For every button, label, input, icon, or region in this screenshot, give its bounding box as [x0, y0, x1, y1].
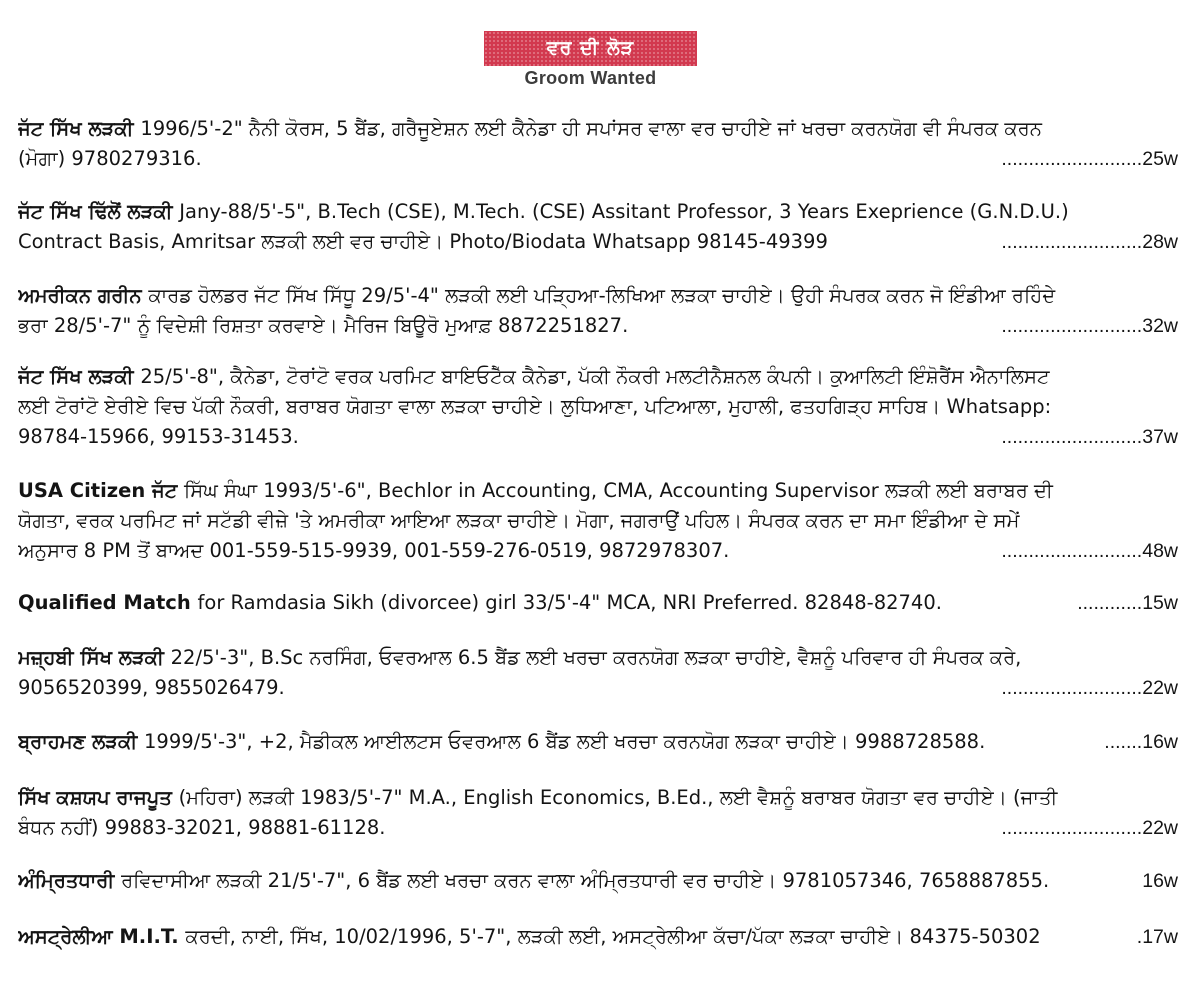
ad-text: ਭਰਾ 28/5'-7" ਨੂੰ ਵਿਦੇਸ਼ੀ ਰਿਸ਼ਤਾ ਕਰਵਾਏ। ਮੈਰਿਜ ਬਿਊਰੋ ਮੁਆਫ਼ 8872251827. — [18, 314, 629, 337]
ad-text: ਲਈ ਟੋਰਾਂਟੋ ਏਰੀਏ ਵਿਚ ਪੱਕੀ ਨੌਕਰੀ, ਬਰਾਬਰ ਯੋਗਤਾ ਵਾਲਾ ਲੜਕਾ ਚਾਹੀਏ। ਲੁਧਿਆਣਾ, ਪਟਿਆਲਾ, ਮੁਹਾਲੀ, ਫਤਹਗਿੜ੍ਹ ਸਾਹਿਬ। Whatsapp: — [18, 395, 1052, 418]
ad-line — [18, 673, 1178, 703]
ad-text: 22/5'-3", B.Sc ਨਰਸਿੰਗ, ਓਵਰਆਲ 6.5 ਬੈਂਡ ਲਈ ਖਰਚਾ ਕਰਨਯੋਗ ਲੜਕਾ ਚਾਹੀਏ, ਵੈਸ਼ਨੂੰ ਪਰਿਵਾਰ ਹੀ ਸੰਪਰਕ ਕਰੇ, — [170, 646, 1022, 669]
ad-price: ..........................22w — [1001, 677, 1178, 699]
ad-price: ..........................25w — [1001, 148, 1178, 170]
classified-ad — [18, 476, 1178, 566]
ad-price: ..........................37w — [1001, 426, 1178, 448]
classified-ad — [18, 197, 1178, 257]
ad-price: .......16w — [1104, 731, 1178, 753]
ad-line — [18, 281, 1178, 311]
ad-price: 16w — [1142, 870, 1178, 892]
ad-price: ..........................32w — [1001, 315, 1178, 337]
ad-price: .17w — [1136, 926, 1178, 948]
ad-heading: ਅਸਟ੍ਰੇਲੀਆ M.I.T. — [18, 925, 186, 948]
ad-heading: ਸਿੱਖ ਕਸ਼ਯਪ ਰਾਜਪੂਤ — [18, 786, 179, 809]
ad-line — [18, 922, 1178, 952]
ad-line — [18, 422, 1178, 452]
classified-ad — [18, 643, 1178, 703]
ad-heading: ਅਮਰੀਕਨ ਗਰੀਨ — [18, 284, 149, 307]
ad-line — [18, 197, 1178, 227]
ad-text: ਸਿੱਘ ਸੰਘਾ 1993/5'-6", Bechlor in Accounting, CMA, Accounting Supervisor ਲੜਕੀ ਲਈ ਬਰਾਬਰ ਦੀ — [184, 479, 1053, 502]
ad-line — [18, 144, 1178, 174]
ad-text: Contract Basis, Amritsar ਲੜਕੀ ਲਈ ਵਰ ਚਾਹੀਏ। Photo/Biodata Whatsapp 98145-49399 — [18, 230, 828, 253]
ad-line — [18, 783, 1178, 813]
ad-line — [18, 643, 1178, 673]
ad-line — [18, 536, 1178, 566]
ad-text: ਯੋਗਤਾ, ਵਰਕ ਪਰਮਿਟ ਜਾਂ ਸਟੱਡੀ ਵੀਜ਼ੇ 'ਤੇ ਅਮਰੀਕਾ ਆਇਆ ਲੜਕਾ ਚਾਹੀਏ। ਮੋਗਾ, ਜਗਰਾਉਂ ਪਹਿਲ। ਸੰਪਰਕ ਕਰਨ ਦਾ ਸਮਾ ਇੰਡੀਆ ਦੇ ਸਮੇਂ — [18, 509, 1020, 532]
section-banner: ਵਰ ਦੀ ਲੋੜ — [484, 31, 697, 66]
ad-line — [18, 392, 1178, 422]
ad-price: ..........................28w — [1001, 231, 1178, 253]
ad-heading: ਜੱਟ ਸਿੱਖ ਲੜਕੀ — [18, 117, 141, 140]
ad-text: 1999/5'-3", +2, ਮੈਡੀਕਲ ਆਈਲਟਸ ਓਵਰਆਲ 6 ਬੈਂਡ ਲਈ ਖਰਚਾ ਕਰਨਯੋਗ ਲੜਕਾ ਚਾਹੀਏ। 9988728588. — [144, 730, 986, 753]
ad-price: ............15w — [1077, 592, 1178, 614]
classified-ad — [18, 281, 1178, 341]
classified-ad — [18, 922, 1178, 952]
section-header — [484, 31, 697, 89]
ad-heading: USA Citizen ਜੱਟ — [18, 479, 185, 502]
ad-line — [18, 476, 1178, 506]
ad-line — [18, 114, 1178, 144]
ad-line — [18, 227, 1178, 257]
ad-line — [18, 813, 1178, 843]
ad-text: ਕਰਦੀ, ਨਾਈ, ਸਿੱਖ, 10/02/1996, 5'-7", ਲੜਕੀ ਲਈ, ਅਸਟ੍ਰੇਲੀਆ ਕੱਚਾ/ਪੱਕਾ ਲੜਕਾ ਚਾਹੀਏ। 84375-50302 — [185, 925, 1041, 948]
ad-heading: ਅੰਮ੍ਰਿਤਧਾਰੀ — [18, 869, 122, 892]
ad-heading: Qualified Match — [18, 591, 198, 614]
classified-ad — [18, 727, 1178, 757]
ad-line — [18, 506, 1178, 536]
ad-line — [18, 588, 1178, 618]
ad-text: 1996/5'-2" ਨੈਨੀ ਕੋਰਸ, 5 ਬੈਂਡ, ਗਰੈਜੂਏਸ਼ਨ ਲਈ ਕੈਨੇਡਾ ਹੀ ਸਪਾਂਸਰ ਵਾਲਾ ਵਰ ਚਾਹੀਏ ਜਾਂ ਖਰਚਾ ਕਰਨਯੋਗ ਵੀ ਸੰਪਰਕ ਕਰਨ — [140, 117, 1042, 140]
ad-text: 25/5'-8", ਕੈਨੇਡਾ, ਟੋਰਾਂਟੋ ਵਰਕ ਪਰਮਿਟ ਬਾਇਓਟੈੱਕ ਕੈਨੇਡਾ, ਪੱਕੀ ਨੌਕਰੀ ਮਲਟੀਨੈਸ਼ਨਲ ਕੰਪਨੀ। ਕੁਆਲਿਟੀ ਇੰਸ਼ੋਰੈਂਸ ਐਨਾਲਿਸਟ — [140, 365, 1050, 388]
ad-text: (ਮੋਗਾ) 9780279316. — [18, 147, 202, 170]
ad-text: ਅਨੁਸਾਰ 8 PM ਤੋਂ ਬਾਅਦ 001-559-515-9939, 001-559-276-0519, 9872978307. — [18, 539, 730, 562]
ad-heading: ਜੱਟ ਸਿੱਖ ਲੜਕੀ — [18, 365, 141, 388]
ad-line — [18, 362, 1178, 392]
classified-ad — [18, 783, 1178, 843]
ad-price: ..........................22w — [1001, 817, 1178, 839]
ad-heading: ਬ੍ਰਾਹਮਣ ਲੜਕੀ — [18, 730, 144, 753]
section-subtitle: Groom Wanted — [524, 68, 657, 88]
classified-ad — [18, 114, 1178, 174]
ad-text: ਰਵਿਦਾਸੀਆ ਲੜਕੀ 21/5'-7", 6 ਬੈਂਡ ਲਈ ਖਰਚਾ ਕਰਨ ਵਾਲਾ ਅੰਮ੍ਰਿਤਧਾਰੀ ਵਰ ਚਾਹੀਏ। 9781057346, 7658887855. — [121, 869, 1050, 892]
ad-line — [18, 311, 1178, 341]
ad-text: for Ramdasia Sikh (divorcee) girl 33/5'-4" MCA, NRI Preferred. 82848-82740. — [197, 591, 942, 614]
classified-ad — [18, 866, 1178, 896]
ad-text: 9056520399, 9855026479. — [18, 676, 285, 699]
ad-text: ਕਾਰਡ ਹੋਲਡਰ ਜੱਟ ਸਿੱਖ ਸਿੱਧੂ 29/5'-4" ਲੜਕੀ ਲਈ ਪੜ੍ਹਿਆ-ਲਿਖਿਆ ਲੜਕਾ ਚਾਹੀਏ। ਉਹੀ ਸੰਪਰਕ ਕਰਨ ਜੋ ਇੰਡੀਆ ਰਹਿੰਦੇ — [148, 284, 1056, 307]
ad-line — [18, 866, 1178, 896]
ad-line — [18, 727, 1178, 757]
ad-text: ਬੰਧਨ ਨਹੀਂ) 99883-32021, 98881-61128. — [18, 816, 386, 839]
classified-ad — [18, 588, 1178, 618]
ad-heading: ਮਜ਼੍ਹਬੀ ਸਿੱਖ ਲੜਕੀ — [18, 646, 171, 669]
ad-price: ..........................48w — [1001, 540, 1178, 562]
classified-ad — [18, 362, 1178, 452]
ad-heading: ਜੱਟ ਸਿੱਖ ਢਿੱਲੋਂ ਲੜਕੀ — [18, 200, 180, 223]
ad-text: (ਮਹਿਰਾ) ਲੜਕੀ 1983/5'-7" M.A., English Economics, B.Ed., ਲਈ ਵੈਸ਼ਨੂੰ ਬਰਾਬਰ ਯੋਗਤਾ ਵਰ ਚਾਹੀਏ। (ਜਾਤੀ — [178, 786, 1058, 809]
ad-text: 98784-15966, 99153-31453. — [18, 425, 299, 448]
ad-text: Jany-88/5'-5", B.Tech (CSE), M.Tech. (CSE) Assitant Professor, 3 Years Exeprience (G.N.D.U.) — [179, 200, 1069, 223]
